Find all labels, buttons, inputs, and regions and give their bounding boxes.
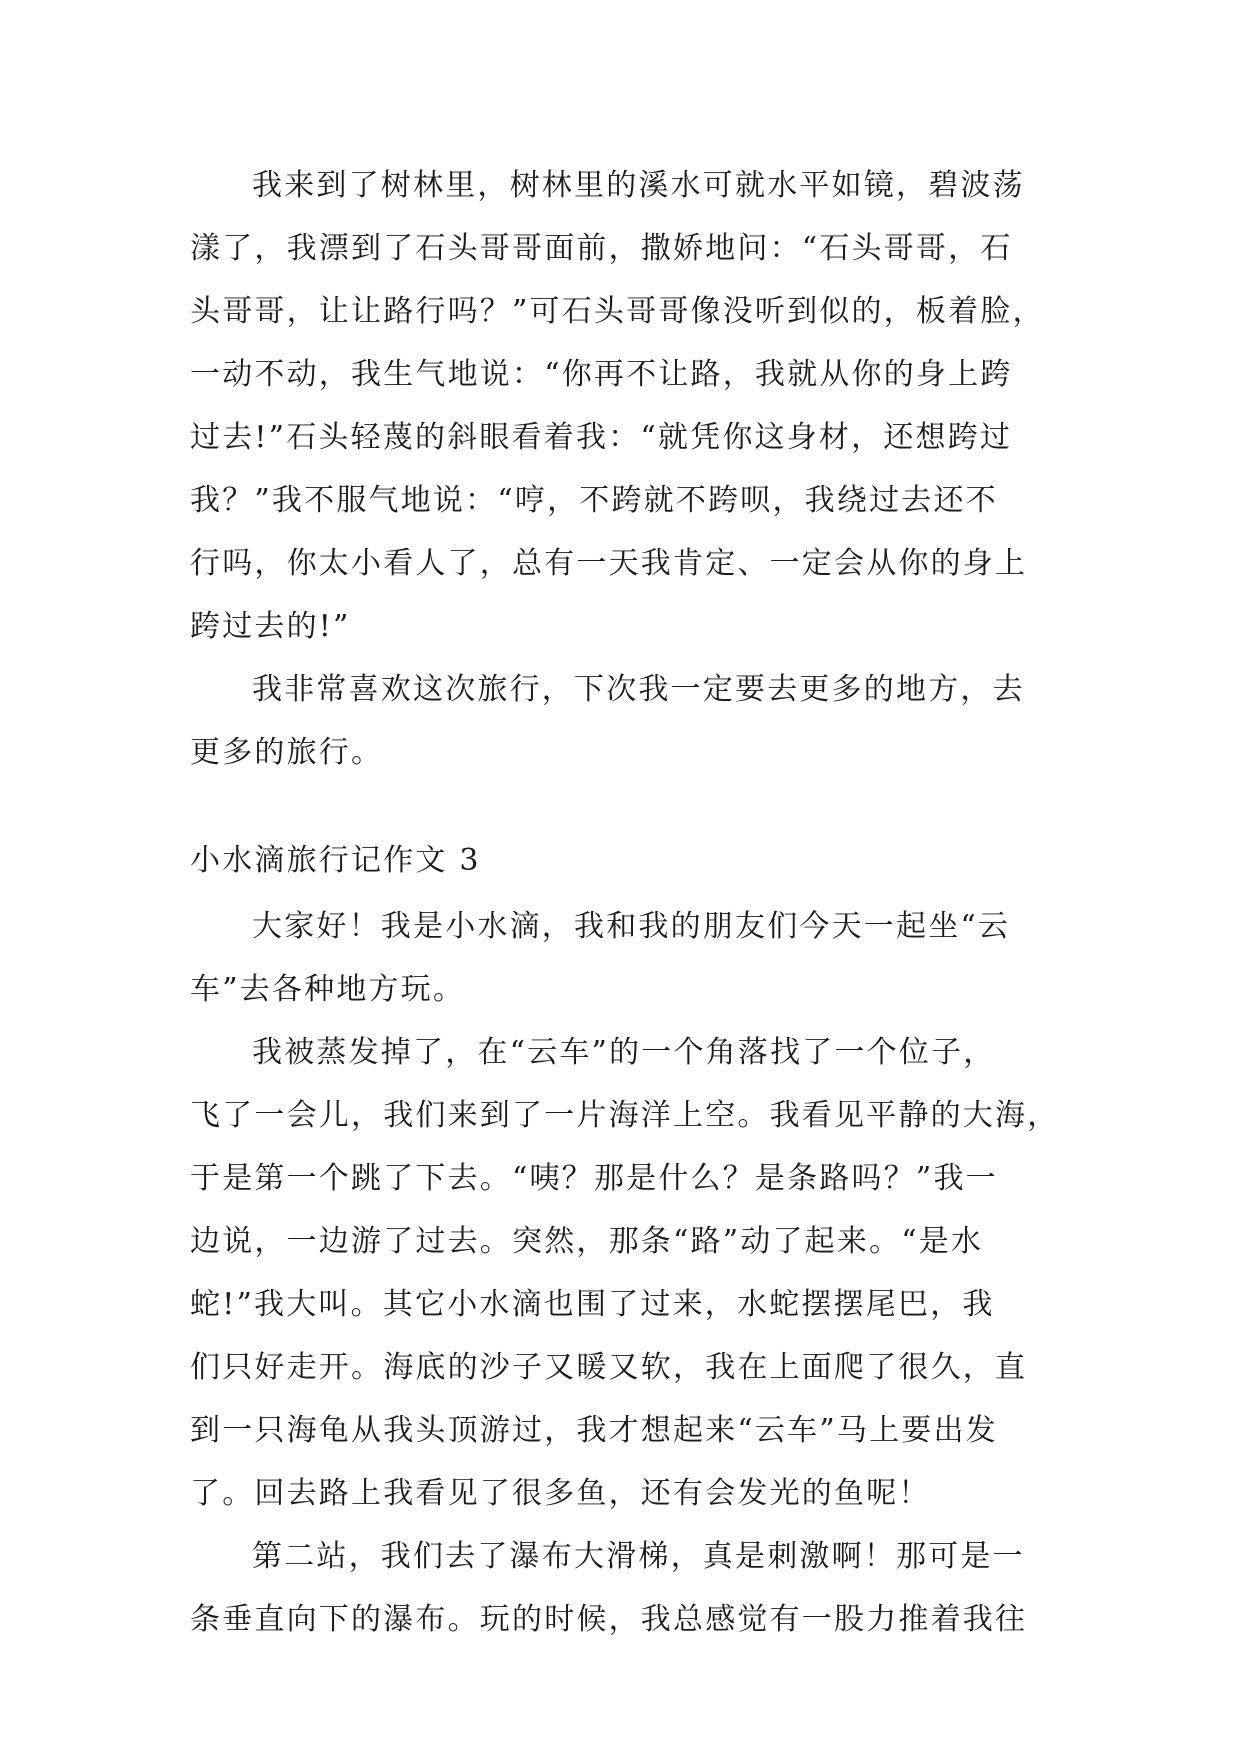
section-title: 小水滴旅行记作文 3: [190, 843, 481, 878]
text-line: 蛇!”我大叫。其它小水滴也围了过来，水蛇摆摆尾巴，我: [190, 1287, 995, 1322]
text-line: 第二站，我们去了瀑布大滑梯，真是刺激啊！那可是一: [252, 1539, 1025, 1574]
text-line: 车”去各种地方玩。: [190, 972, 466, 1007]
text-line: 边说，一边游了过去。突然，那条“路”动了起来。“是水: [190, 1224, 984, 1259]
text-line: 到一只海龟从我头顶游过，我才想起来“云车”马上要出发: [190, 1413, 998, 1448]
text-line: 更多的旅行。: [190, 735, 384, 770]
text-line: 于是第一个跳了下去。“咦？那是什么？是条路吗？”我一: [190, 1161, 998, 1196]
text-line: 我非常喜欢这次旅行，下次我一定要去更多的地方，去: [252, 672, 1025, 707]
text-line: 我？”我不服气地说：“哼，不跨就不跨呗，我绕过去还不: [190, 483, 998, 518]
text-line: 了。回去路上我看见了很多鱼，还有会发光的鱼呢！: [190, 1476, 931, 1511]
text-line: 漾了，我漂到了石头哥哥面前，撒娇地问：“石头哥哥，石: [190, 231, 1013, 266]
text-line: 大家好！我是小水滴，我和我的朋友们今天一起坐“云: [252, 909, 1011, 944]
text-line: 我来到了树林里，树林里的溪水可就水平如镜，碧波荡: [252, 168, 1025, 203]
text-line: 我被蒸发掉了，在“云车”的一个角落找了一个位子，: [252, 1035, 996, 1070]
text-line: 条垂直向下的瀑布。玩的时候，我总感觉有一股力推着我往: [190, 1602, 1028, 1637]
text-line: 行吗，你太小看人了，总有一天我肯定、一定会从你的身上: [190, 546, 1028, 581]
text-line: 头哥哥，让让路行吗？”可石头哥哥像没听到似的，板着脸，: [190, 294, 1045, 329]
text-line: 一动不动，我生气地说：“你再不让路，我就从你的身上跨: [190, 357, 1013, 392]
text-line: 飞了一会儿，我们来到了一片海洋上空。我看见平静的大海，: [190, 1098, 1060, 1133]
text-line: 过去!”石头轻蔑的斜眼看着我：“就凭你这身材，还想跨过: [190, 420, 1013, 455]
text-line: 们只好走开。海底的沙子又暖又软，我在上面爬了很久，直: [190, 1350, 1028, 1385]
text-line: 跨过去的!”: [190, 609, 351, 644]
